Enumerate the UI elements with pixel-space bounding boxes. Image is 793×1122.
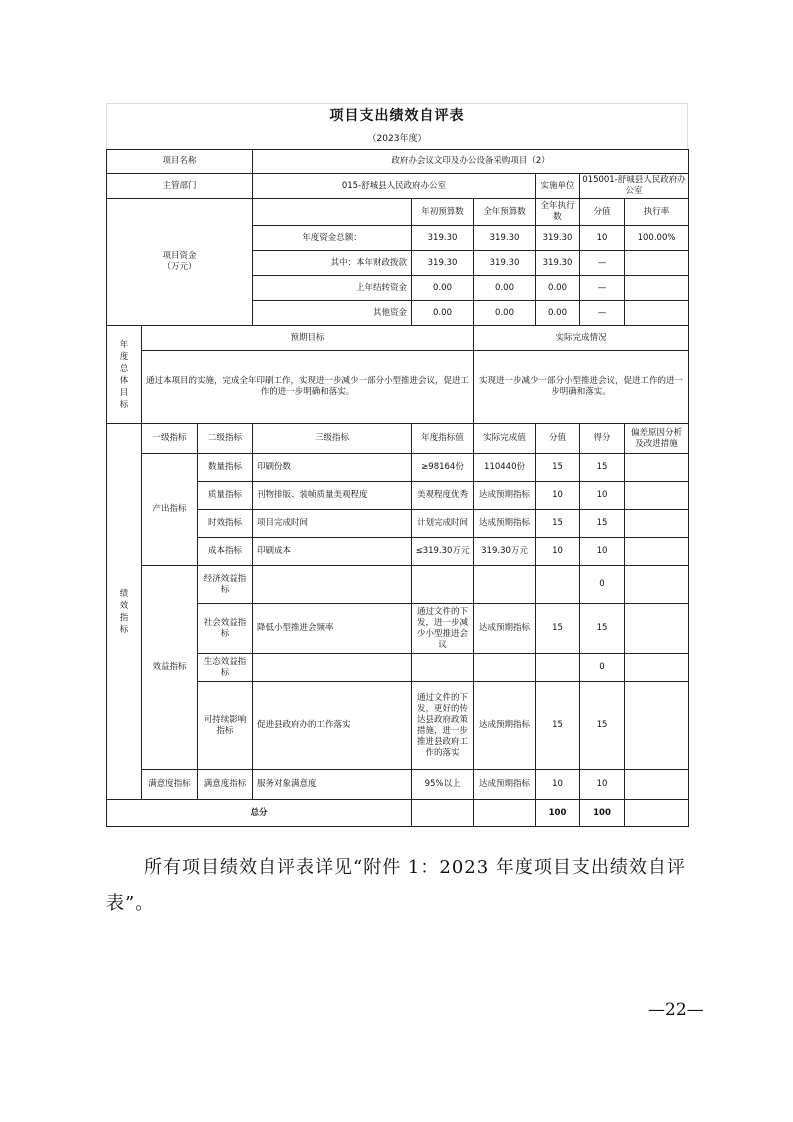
perf-got: 15 (580, 454, 625, 482)
perf-level3 (253, 566, 412, 604)
funds-cell (625, 276, 689, 301)
perf-effect-row (107, 566, 689, 604)
perf-deviation (625, 510, 689, 538)
perf-level2: 社会效益指标 (198, 604, 253, 654)
perf-level3: 降低小型推进会频率 (253, 604, 412, 654)
funds-cell: 319.30 (536, 251, 580, 276)
total-label: 总分 (107, 800, 412, 827)
perf-level2: 成本指标 (198, 538, 253, 566)
perf-column-header: 三级指标 (253, 424, 412, 454)
project-name-label: 项目名称 (107, 150, 253, 174)
perf-score: 15 (536, 682, 580, 770)
unit-value: 015001-舒城县人民政府办公室 (580, 174, 689, 199)
body-paragraph: 所有项目绩效自评表详见“附件 1：2023 年度项目支出绩效自评表”。 (106, 857, 686, 914)
perf-score: 15 (536, 604, 580, 654)
perf-deviation (625, 454, 689, 482)
funds-label: 项目资金 （万元） (107, 199, 253, 326)
perf-level3: 促进县政府办的工作落实 (253, 682, 412, 770)
perf-level2: 时效指标 (198, 510, 253, 538)
perf-target: 95%以上 (412, 770, 474, 800)
perf-got: 15 (580, 604, 625, 654)
perf-got: 15 (580, 510, 625, 538)
perf-satisfaction-row (107, 770, 689, 800)
funds-cell: 0.00 (536, 276, 580, 301)
funds-blank-header (253, 199, 412, 226)
perf-level1: 效益指标 (142, 566, 198, 770)
perf-target: ≤319.30万元 (412, 538, 474, 566)
perf-level2: 可持续影响指标 (198, 682, 253, 770)
funds-row-label: 年度资金总额： (253, 226, 412, 251)
perf-actual: 319.30万元 (474, 538, 536, 566)
funds-column-header: 全年预算数 (474, 199, 536, 226)
perf-level2: 满意度指标 (198, 770, 253, 800)
perf-level3: 印刷份数 (253, 454, 412, 482)
perf-target (412, 654, 474, 682)
perf-level2: 质量指标 (198, 482, 253, 510)
perf-score (536, 654, 580, 682)
perf-deviation (625, 482, 689, 510)
funds-cell: 319.30 (536, 226, 580, 251)
goals-header-row (107, 326, 689, 351)
funds-row-label: 其中：本年财政拨款 (253, 251, 412, 276)
perf-target: ≥98164份 (412, 454, 474, 482)
perf-got: 10 (580, 482, 625, 510)
perf-deviation (625, 604, 689, 654)
funds-row-label: 上年结转资金 (253, 276, 412, 301)
perf-actual: 110440份 (474, 454, 536, 482)
funds-cell: 0.00 (474, 301, 536, 326)
perf-actual: 达成预期指标 (474, 482, 536, 510)
total-blank (474, 800, 536, 827)
total-row (107, 800, 689, 827)
perf-actual: 达成预期指标 (474, 510, 536, 538)
unit-label: 实施单位 (536, 174, 580, 199)
perf-score (536, 566, 580, 604)
funds-cell: — (580, 276, 625, 301)
perf-target: 美观程度优秀 (412, 482, 474, 510)
perf-column-header: 一级指标 (142, 424, 198, 454)
perf-column-header: 二级指标 (198, 424, 253, 454)
perf-level1: 满意度指标 (142, 770, 198, 800)
funds-cell: 0.00 (412, 301, 474, 326)
total-blank (625, 800, 689, 827)
goals-expected-text: 通过本项目的实施，完成全年印刷工作，实现进一步减少一部分小型推进会议，促进工作的进一步明确和落实。 (142, 351, 474, 424)
perf-deviation (625, 566, 689, 604)
table-title: 项目支出绩效自评表 (106, 103, 688, 129)
perf-score: 10 (536, 770, 580, 800)
funds-cell: 0.00 (474, 276, 536, 301)
perf-got: 0 (580, 566, 625, 604)
perf-target (412, 566, 474, 604)
funds-row-label: 其他资金 (253, 301, 412, 326)
perf-output-row (107, 454, 689, 482)
perf-got: 0 (580, 654, 625, 682)
total-got: 100 (580, 800, 625, 827)
perf-column-header: 得分 (580, 424, 625, 454)
department-row (107, 174, 689, 199)
perf-side-label: 绩 效 指 标 (107, 424, 142, 800)
funds-column-header: 分值 (580, 199, 625, 226)
perf-level3 (253, 654, 412, 682)
perf-got: 10 (580, 538, 625, 566)
funds-cell: 0.00 (412, 276, 474, 301)
goals-actual-text: 实现进一步减少一部分小型推进会议，促进工作的进一步明确和落实。 (474, 351, 689, 424)
perf-target: 通过文件的下发，更好的传达县政府政策措施，进一步推进县政府工作的落实 (412, 682, 474, 770)
total-score: 100 (536, 800, 580, 827)
perf-level3: 服务对象满意度 (253, 770, 412, 800)
perf-column-header: 年度指标值 (412, 424, 474, 454)
funds-cell: — (580, 301, 625, 326)
perf-column-header: 偏差原因分析及改进措施 (625, 424, 689, 454)
department-value: 015-舒城县人民政府办公室 (253, 174, 536, 199)
perf-score: 10 (536, 538, 580, 566)
perf-deviation (625, 682, 689, 770)
project-name-row (107, 150, 689, 174)
department-label: 主管部门 (107, 174, 253, 199)
perf-level3: 项目完成时间 (253, 510, 412, 538)
project-name-value: 政府办会议文印及办公设备采购项目（2） (253, 150, 689, 174)
perf-got: 15 (580, 682, 625, 770)
perf-level2: 数量指标 (198, 454, 253, 482)
perf-level2: 经济效益指标 (198, 566, 253, 604)
perf-deviation (625, 770, 689, 800)
goals-actual-label: 实际完成情况 (474, 326, 689, 351)
perf-actual (474, 654, 536, 682)
funds-cell: 319.30 (412, 226, 474, 251)
funds-column-header: 年初预算数 (412, 199, 474, 226)
funds-column-header: 全年执行数 (536, 199, 580, 226)
perf-deviation (625, 538, 689, 566)
goals-expected-label: 预期目标 (142, 326, 474, 351)
table-year: （2023年度） (106, 129, 688, 149)
funds-cell: 319.30 (412, 251, 474, 276)
total-blank (412, 800, 474, 827)
perf-score: 10 (536, 482, 580, 510)
perf-column-header: 实际完成值 (474, 424, 536, 454)
perf-level3: 印刷成本 (253, 538, 412, 566)
funds-header-row (107, 199, 689, 226)
perf-target: 通过文件的下发，进一步减少小型推进会议 (412, 604, 474, 654)
evaluation-table (106, 149, 689, 827)
perf-actual: 达成预期指标 (474, 682, 536, 770)
evaluation-sheet (106, 103, 688, 827)
perf-score: 15 (536, 454, 580, 482)
funds-cell: 319.30 (474, 226, 536, 251)
perf-deviation (625, 654, 689, 682)
perf-level1: 产出指标 (142, 454, 198, 566)
perf-actual (474, 566, 536, 604)
goals-content-row (107, 351, 689, 424)
perf-actual: 达成预期指标 (474, 604, 536, 654)
perf-header-row (107, 424, 689, 454)
perf-level2: 生态效益指标 (198, 654, 253, 682)
funds-cell: 10 (580, 226, 625, 251)
funds-cell: 0.00 (536, 301, 580, 326)
funds-cell: 319.30 (474, 251, 536, 276)
funds-cell (625, 301, 689, 326)
perf-actual: 达成预期指标 (474, 770, 536, 800)
goals-side-label: 年 度 总 体 目 标 (107, 326, 142, 424)
funds-cell: 100.00% (625, 226, 689, 251)
perf-column-header: 分值 (536, 424, 580, 454)
perf-level3: 刊物排版、装帧质量美观程度 (253, 482, 412, 510)
funds-cell: — (580, 251, 625, 276)
page-number: —22— (648, 1000, 704, 1020)
funds-column-header: 执行率 (625, 199, 689, 226)
perf-got: 10 (580, 770, 625, 800)
perf-score: 15 (536, 510, 580, 538)
perf-target: 计划完成时间 (412, 510, 474, 538)
funds-cell (625, 251, 689, 276)
